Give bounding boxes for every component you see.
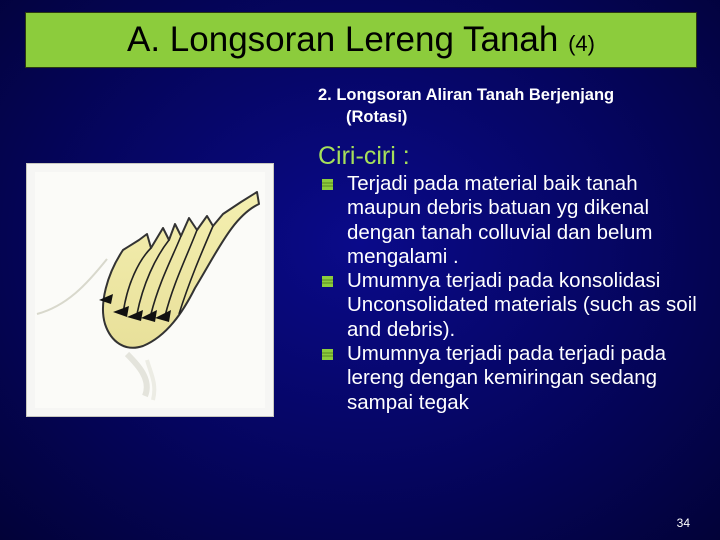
landslide-rotation-diagram [27, 164, 273, 416]
slide-title [127, 20, 595, 60]
bullet-list [318, 172, 713, 415]
bullet-text: Terjadi pada material baik tanah maupun debris batuan yg dikenal dengan tanah colluvial dan belum mengalami . [347, 172, 653, 268]
title-bar [25, 12, 697, 68]
square-bullet-icon [322, 179, 333, 190]
slide-title-suffix: (4) [568, 31, 595, 56]
bullet-text: Umumnya terjadi pada konsolidasi Unconsolidated materials (such as soil and debris). [347, 269, 697, 341]
bullet-text: Umumnya terjadi pada terjadi pada lereng dengan kemiringan sedang sampai tegak [347, 342, 667, 414]
bullet-item [318, 172, 713, 269]
square-bullet-icon [322, 276, 333, 287]
subtitle [318, 84, 708, 128]
page-number: 34 [676, 516, 690, 530]
subtitle-line-1: 2. Longsoran Aliran Tanah Berjenjang [318, 86, 615, 104]
section-heading: Ciri-ciri : [318, 142, 410, 170]
bullet-item [318, 342, 713, 415]
bullet-item [318, 269, 713, 342]
square-bullet-icon [322, 349, 333, 360]
subtitle-line-2: (Rotasi) [346, 108, 408, 126]
slide-title-main: A. Longsoran Lereng Tanah [127, 20, 569, 59]
landslide-illustration [26, 163, 274, 417]
